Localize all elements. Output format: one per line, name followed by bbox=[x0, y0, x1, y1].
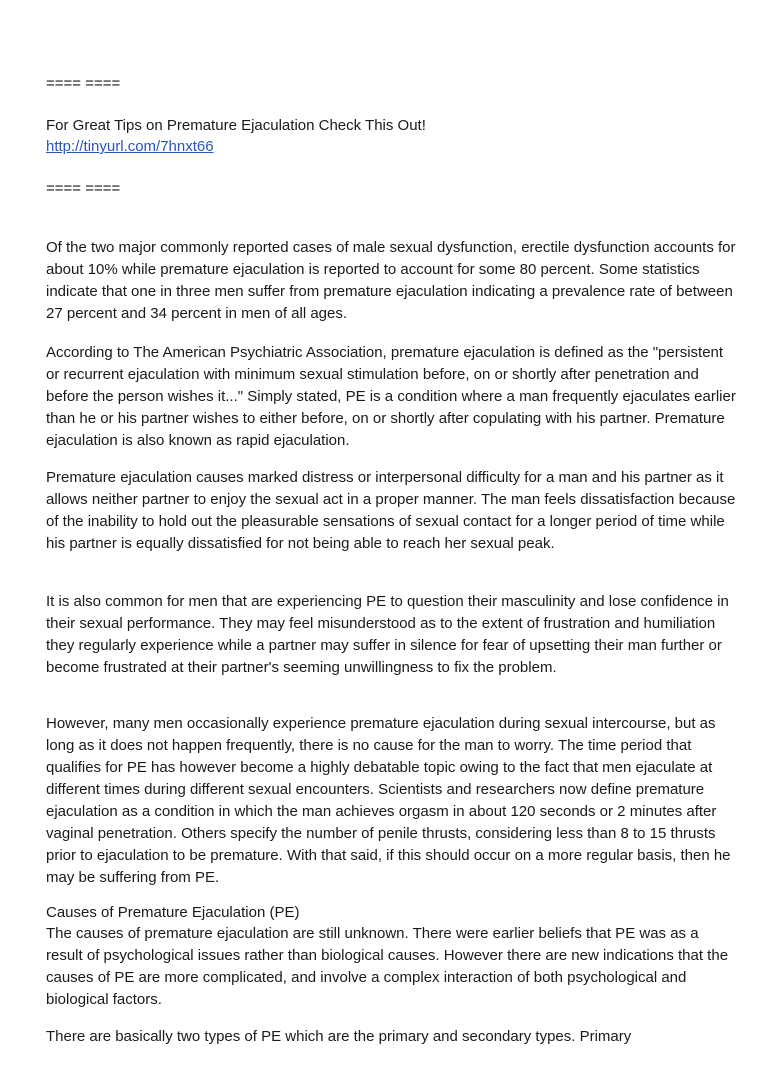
paragraph-4: It is also common for men that are experiencing PE to question their masculinity and lose confidence in their sexual performance. They may feel misunderstood as to the extent of frustration and humiliation they regularly experience while a partner may suffer in silence for fear of upsetting their man further or become frustrated at their partner's seeming unwillingness to fix the problem. bbox=[46, 593, 729, 676]
separator-top: ==== ==== bbox=[46, 75, 121, 92]
section-heading: Causes of Premature Ejaculation (PE) bbox=[46, 904, 300, 921]
paragraph-5: However, many men occasionally experience premature ejaculation during sexual intercourse, but as long as it does not happen frequently, there is no cause for the man to worry. The time period that qualifies for PE has however become a highly debatable topic owing to the fact that men ejaculate at different times during different sexual encounters. Scientists and researchers now define premature ejaculation as a condition in which the man achieves orgasm in about 120 seconds or 2 minutes after vaginal penetration. Others specify the number of penile thrusts, considering less than 8 to 15 thrusts prior to ejaculation to be premature. With that said, if this should occur on a more regular basis, then he may be suffering from PE. bbox=[46, 715, 731, 886]
paragraph-2: According to The American Psychiatric Association, premature ejaculation is defined as the "persistent or recurrent ejaculation with minimum sexual stimulation before, on or shortly after penetration and before the person wishes it..." Simply stated, PE is a condition where a man frequently ejaculates earlier than he or his partner wishes to either before, on or shortly after copulating with his partner. Premature ejaculation is also known as rapid ejaculation. bbox=[46, 344, 736, 449]
promo-text: For Great Tips on Premature Ejaculation Check This Out! bbox=[46, 117, 426, 134]
section-paragraph: The causes of premature ejaculation are still unknown. There were earlier beliefs that PE was as a result of psychological issues rather than biological causes. However there are new indications that the causes of PE are more complicated, and involve a complex interaction of both psychological and biological factors. bbox=[46, 925, 729, 1008]
promo-link[interactable]: http://tinyurl.com/7hnxt66 bbox=[46, 138, 214, 155]
separator-bottom: ==== ==== bbox=[46, 180, 121, 197]
paragraph-1: Of the two major commonly reported cases of male sexual dysfunction, erectile dysfunction accounts for about 10% while premature ejaculation is reported to account for some 80 percent. Some statistics indicate that one in three men suffer from premature ejaculation indicating a prevalence rate of between 27 percent and 34 percent in men of all ages. bbox=[46, 239, 736, 322]
paragraph-3: Premature ejaculation causes marked distress or interpersonal difficulty for a man and his partner as it allows neither partner to enjoy the sexual act in a proper manner. The man feels dissatisfaction because of the inability to hold out the pleasurable sensations of sexual contact for a longer period of time while his partner is equally dissatisfied for not being able to reach her sexual peak. bbox=[46, 469, 736, 552]
last-paragraph: There are basically two types of PE which are the primary and secondary types. Primary bbox=[46, 1028, 632, 1045]
